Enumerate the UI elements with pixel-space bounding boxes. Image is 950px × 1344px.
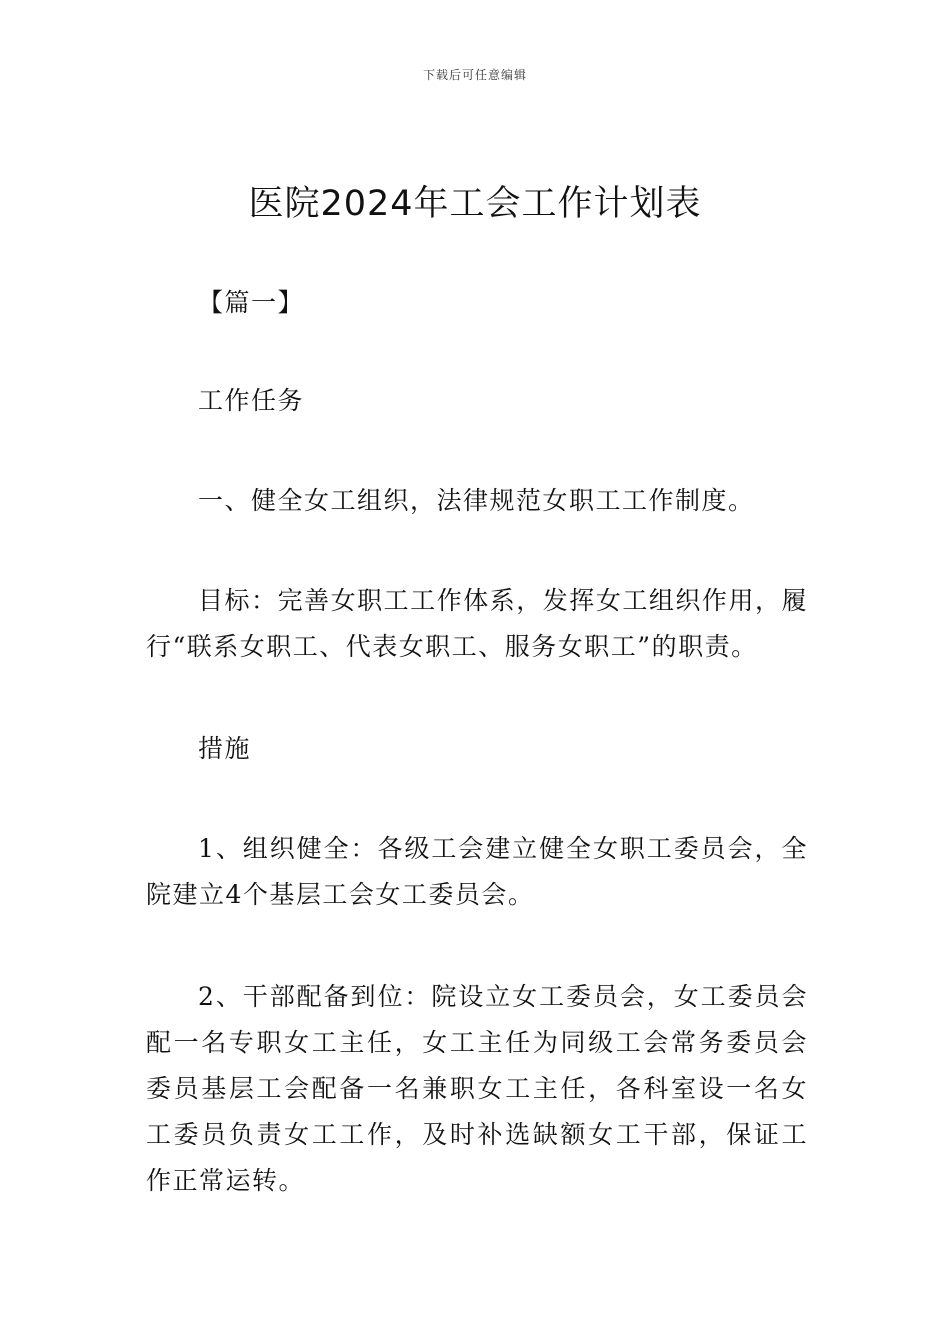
page-header-note: 下载后可任意编辑: [422, 68, 527, 82]
section-label: 【篇一】: [198, 288, 305, 317]
task-heading: 工作任务: [198, 386, 305, 415]
measure-2-paragraph: 2、干部配备到位：院设立女工委员会，女工委员会配一名专职女工主任，女工主任为同级工会常务委员会委员基层工会配备一名兼职女工主任，各科室设一名女工委员负责女工工作，及时补选缺额女工干部，保证工作正常运转。: [146, 982, 808, 1195]
item-1-paragraph: 一、健全女工组织，法律规范女职工工作制度。: [198, 486, 755, 515]
measures-heading: 措施: [198, 734, 252, 763]
goal-paragraph: 目标：完善女职工工作体系，发挥女工组织作用，履行“联系女职工、代表女职工、服务女职工”的职责。: [146, 586, 808, 661]
document-title: 医院2024年工会工作计划表: [248, 184, 702, 224]
measure-1-paragraph: 1、组织健全：各级工会建立健全女职工委员会，全院建立4个基层工会女工委员会。: [146, 834, 808, 909]
